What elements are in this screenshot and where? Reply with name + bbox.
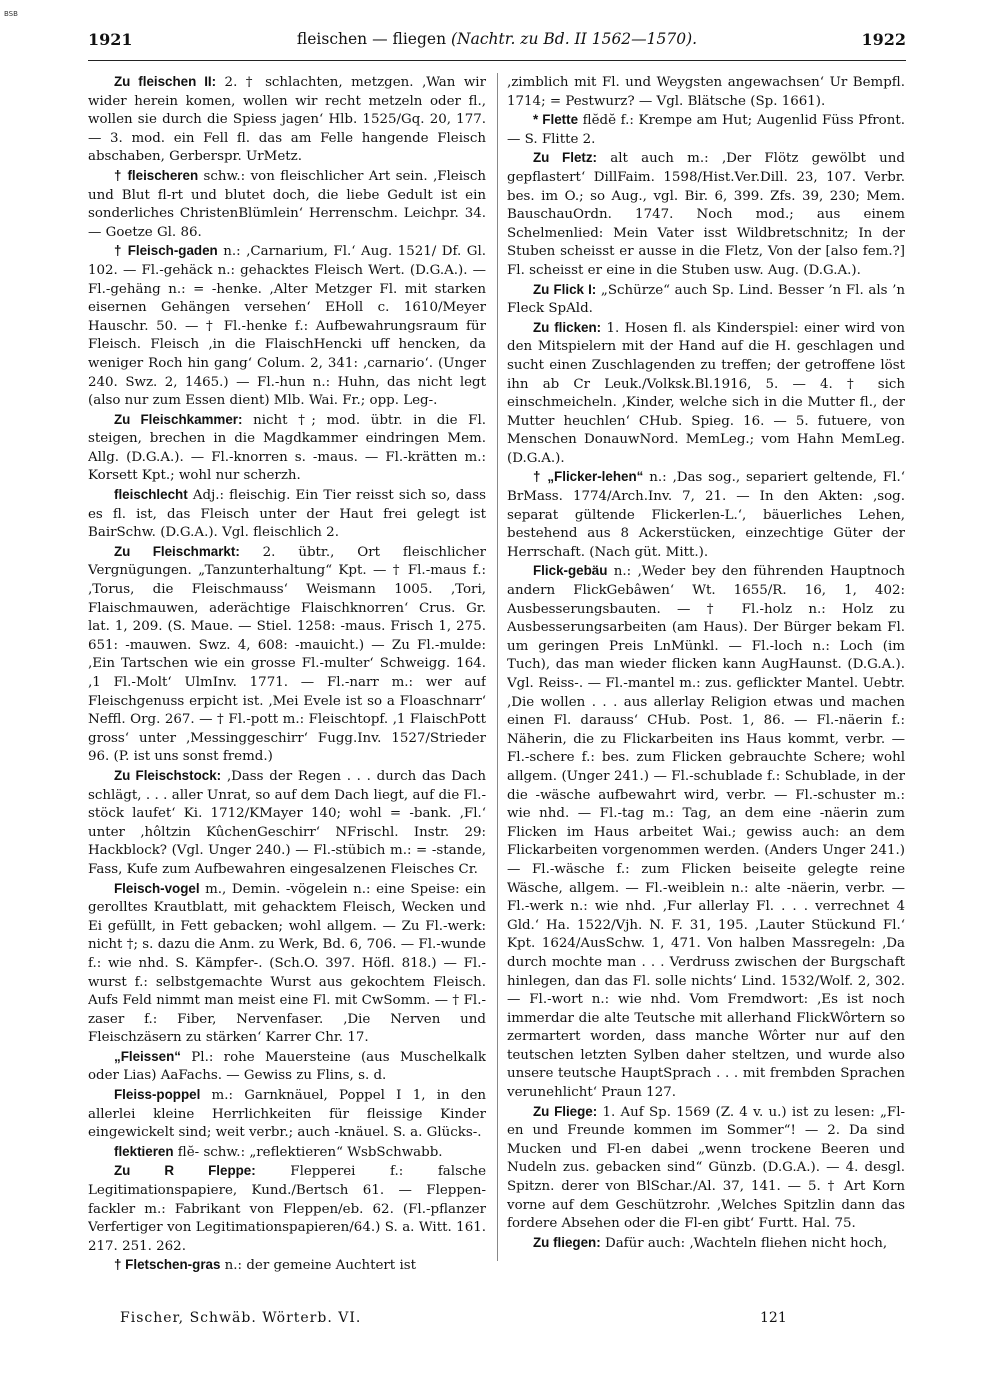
dictionary-entry <box>507 562 905 1102</box>
entry-text: n.: ‚Weder bey den führenden Hauptnoch andern FlickGebâwen‘ Wt. 1655/R. 16, 1, 402: Ausbesserungsbauten. — † Fl.-holz n.: Holz zu Ausbesserungsarbeiten (am Haus). Der Bürger bekam Fl. um geringen Preis LnMünkl. — Fl.-loch n.: Loch (im Tuch), das man wieder flicken kann AugHaunst. (D.G.A.). Vgl. Reiss-. — Fl.-mantel m.: zus. geflickter Mantel. Uebtr. ‚Die wollen . . . aus allerlay Religion etwas und machen einen Fl. darauss‘ CHub. Post. 1, 86. — Fl.-näerin f.: Näherin, die zu Flickarbeiten ins Haus kommt, verbr. — Fl.-schere f.: bes. zum Flicken gebrauchte Schere; wohl allgem. (Unger 241.) — Fl.-schublade f.: Schublade, in der die -wäsche aufbewahrt wird, verbr. — Fl.-schuster m.: wie nhd. — Fl.-tag m.: Tag, an dem eine -näerin zum Flicken im Haus arbeitet Wai.; gewiss auch: an dem Flickarbeiten vorgenommen werden. (Anders Unger 241.) — Fl.-wäsche f.: zum Flicken beiseite gelegte reine Wäsche, allgem. — Fl.-weiblein n.: alte -näerin, verbr. — Fl.-werk n.: wie nhd. ‚Fur allerlay Fl. . . . verrechnet 4 Gld.‘ Ha. 1522/Vjh. N. F. 31, 195. ‚Lauter Stückund Fl.‘ Kpt. 1624/AusSchw. 1, 471. Von halben Massregeln: ‚Da durch mochte man . . . Verdruss zwischen der Burgschaft hinlegen, dan das Fl. solle nichts‘ Lind. 1532/Wolf. 2, 302. — Fl.-wort n.: wie nhd. Vom Fremdwort: ‚Es ist noch immerdar die alte Teutsche mit allerhand FlickWôrtern so zermartert worden, dass manche Wôrter nur auf den teutschen letzten Sylben daher steltzen, und wurde also unsere teutsche HauptSprach . . . mit frembden Sprachen verunehlicht‘ Praun 127. <box>507 564 905 1101</box>
entry-lemma: Zu Fleischkammer: <box>114 411 243 427</box>
dictionary-entry <box>507 1103 905 1234</box>
entry-lemma: Fleisch-vogel <box>114 880 200 896</box>
dictionary-entry <box>507 149 905 280</box>
left-column <box>88 73 486 1273</box>
dictionary-entry <box>88 486 486 543</box>
entry-lemma: fleischlecht <box>114 487 188 503</box>
entry-text: flĕ- schw.: „reflektieren“ WsbSchwabb. <box>173 1144 443 1160</box>
entry-lemma: Zu Fliege: <box>533 1103 598 1119</box>
column-number-left: 1921 <box>88 30 133 49</box>
entry-text: 2. † schlachten, metzgen. ‚Wan wir wider herein komen, wollen wir recht metzeln oder fl., wollen sie durch die Spiess jagen‘ Hlb. 1525/Gq. 20, 177. — 3. mod. ein Fell fl. das am Felle hangende Fleisch abschaben, Gerberspr. UrMetz. <box>88 75 486 165</box>
dictionary-entry <box>88 167 486 242</box>
dictionary-entry <box>88 880 486 1048</box>
entry-lemma: Fleiss-poppel <box>114 1087 201 1103</box>
dictionary-entry <box>507 1234 905 1254</box>
column-number-right: 1922 <box>861 30 906 49</box>
entry-text: Flepperei f.: falsche Legitimationspapiere, Kund./Bertsch 61. — Fleppen-fackler m.: Fabrikant von Fleppen/eb. 62. (Fl.-pflanzer Verfertiger von Legitimationspapieren/64.) S. a. Witt. 161. 217. 251. 262. <box>88 1164 486 1254</box>
entry-lemma: flektieren <box>114 1143 174 1159</box>
entry-text: n.: ‚Das sog., separiert geltende, Fl.‘ BrMass. 1774/Arch.Inv. 7, 21. — In den Akten: ‚sog. separat gültende Flickerlen-L.‘, bäuerliches Lehen, bestehend aus 8 Ackerstücken, einzechtige Güter der Herrschaft. (Nach güt. Mitt.). <box>507 470 905 560</box>
dictionary-entry <box>88 543 486 767</box>
running-title-note: (Nachtr. zu Bd. II 1562—1570). <box>451 30 698 48</box>
footer-sheet-number: 121 <box>760 1310 787 1326</box>
entry-text: Adj.: fleischig. Ein Tier reisst sich so, dass es fl. ist, das Fleisch unter der Haut frei gelegt ist BairSchw. (D.G.A.). Vgl. fleischlich 2. <box>88 488 486 541</box>
entry-text: 1. Auf Sp. 1569 (Z. 4 v. u.) ist zu lesen: „Fl-en und Freunde kommen im Sommer“! — 2. Da sind Mucken und Fl-en dabei „wenn trockene Beeren und Nudeln zus. gebacken sind“ Günzb. (D.G.A.). — 4. desgl. Spitzn. derer von BlSchar./Al. 37, 141. — 5. † Art Korn vorne auf dem Geschützrohr. ‚Welches Spitzlin dann das fordere Absehen oder die Fl-en gibt‘ Furtt. Hal. 75. <box>507 1104 905 1232</box>
entry-text: n.: der gemeine Auchtert ist <box>220 1258 416 1273</box>
entry-lemma: Zu flicken: <box>533 319 602 335</box>
entry-text: 1. Hosen fl. als Kinderspiel: einer wird von den Mitspielern mit der Hand auf die H. geschlagen und sucht einen Zuschlagenden zu treffen; der getroffene löst ihn ab Cr Leuk./Volksk.Bl.1916, 5. — 4. † sich einschmeicheln. ‚Kinder, welche sich in die Mutter fl., der Mutter heuchlen‘ CHub. Spieg. 16. — 5. futuere, von Menschen DonauwNord. MemLeg.; vom Hahn MemLeg. (D.G.A.). <box>507 320 905 466</box>
library-stamp: BSB <box>4 10 18 18</box>
entry-text: m.: Garnknäuel, Poppel I 1, in den allerlei kleine Herrlichkeiten für fleissige Kinder eingewickelt sind; weit verbr.; auch -knäuel. S. a. Glücks-. <box>88 1088 486 1141</box>
entry-text: „Schürze“ auch Sp. Lind. Besser ’n Fl. als ’n Fleck SpAld. <box>507 282 905 317</box>
entry-text: alt auch m.: ‚Der Flötz gewölbt und gepflastert‘ DillFaim. 1598/Hist.Ver.Dill. 23, 107. Verbr. bes. im O.; so Aug., vgl. Bir. 6, 399. Zfs. 39, 230; Mem. BauschauOrdn. 1747. Noch mod.; aus einem Schelmenlied: Mein Vater isst Wildbretschnitz; In der Stuben scheisst er ausse in die Fletz, Von der [also fem.?] Fl. scheisst er eine in die Stuben usw. Aug. (D.G.A.). <box>507 151 905 278</box>
entry-text: flĕdĕ f.: Krempe am Hut; Augenlid Füss Pfront. — S. Flitte 2. <box>507 113 905 147</box>
entry-lemma: † Fletschen-gras <box>114 1257 221 1273</box>
entry-lemma: Zu R Fleppe: <box>114 1163 256 1179</box>
entry-lemma: Zu Fleischmarkt: <box>114 543 240 559</box>
entry-lemma: Zu fliegen: <box>533 1234 601 1250</box>
dictionary-entry <box>88 1143 486 1163</box>
entry-lemma: Zu Fletz: <box>533 150 598 166</box>
entry-lemma: Zu Flick I: <box>533 281 597 297</box>
dictionary-entry <box>507 319 905 469</box>
entry-text: schw.: von fleischlicher Art sein. ‚Fleisch und Blut fl-rt und blutet doch, die liebe Gedult ist ein sonderliches ChristenBlümlein‘ Herrenschm. Leichpr. 34. — Goetze Gl. 86. <box>88 168 486 240</box>
entry-text: m., Demin. -vögelein n.: eine Speise: ein gerolltes Krautblatt, mit gehacktem Fleisch, Wecken und Ei gefüllt, in Fett gebacken; wohl allgem. — Zu Fl.-werk: nicht †; s. dazu die Anm. zu Werk, Bd. 6, 706. — Fl.-wunde f.: wie nhd. S. Kämpfer-. (Sch.O. 397. Höfl. 818.) — Fl.-wurst f.: selbstgemachte Wurst aus gekochtem Fleisch. Aufs Feld nimmt man meist eine Fl. mit CwSomm. — † Fl.-zaser f.: Fiber, Nervenfaser. ‚Die Nerven und Fleischzäsern zu stärken‘ Karrer Chr. 17. <box>88 881 486 1046</box>
dictionary-entry <box>507 281 905 319</box>
entry-lemma: Zu Fleischstock: <box>114 767 222 783</box>
entry-text: nicht †; mod. übtr. in die Fl. steigen, brechen in die Magdkammer eindringen Mem. Allg. (D.G.A.). — Fl.-knorren s. -maus. — Fl.-krätten m.: Korsett Kpt.; wohl nur scherzh. <box>88 412 486 484</box>
dictionary-entry <box>88 1162 486 1256</box>
dictionary-entry <box>88 1048 486 1086</box>
entry-text: n.: ‚Carnarium, Fl.‘ Aug. 1521/ Df. Gl. 102. — Fl.-gehäck n.: gehacktes Fleisch Wert. (D.G.A.). — Fl.-gehäng n.: = -henke. ‚Alter Metzger Fl. mit starken eisernen Gehängen versehen‘ EHoll c. 1610/Meyer Hauschr. 50. — † Fl.-henke f.: Aufbewahrungsraum für Fleisch. Fleisch ‚in die FlaischHencki uff hencken, da weniger Roch hin gang‘ Colum. 2, 341: ‚carnario‘. (Unger 240. Swz. 2, 1465.) — Fl.-hun n.: Huhn, das nicht legt (also nur zum Essen dient) Mlb. Wai. Fr.; opp. Leg-. <box>88 244 486 409</box>
footer-source: Fischer, Schwäb. Wörterb. VI. <box>120 1310 362 1326</box>
entry-lemma: † Fleisch-gaden <box>114 243 218 259</box>
entry-lemma: * Flette <box>533 112 579 128</box>
running-title-main: fleischen — fliegen <box>296 30 447 48</box>
entry-lemma: † „Flicker-lehen“ <box>533 469 644 485</box>
page-footer <box>120 1310 906 1334</box>
entry-text: ‚zimblich mit Fl. und Weygsten angewachsen‘ Ur Bempfl. 1714; = Pestwurz? — Vgl. Blätsche (Sp. 1661). <box>507 75 905 109</box>
entry-text: Dafür auch: ‚Wachteln fliehen nicht hoch, <box>600 1235 888 1251</box>
column-divider <box>497 73 498 1261</box>
dictionary-entry <box>507 73 905 111</box>
dictionary-entry <box>88 242 486 410</box>
running-title <box>88 30 906 48</box>
dictionary-entry <box>88 767 486 880</box>
right-column <box>507 73 905 1273</box>
entry-lemma: † fleischeren <box>114 167 199 183</box>
entry-text: 2. übtr., Ort fleischlicher Vergnügungen. „Tanzunterhaltung“ Kpt. — † Fl.-maus f.: ‚Torus, die Fleischmauss‘ Weismann 1005. ‚Tori, Flaischmauwen, aderächtige Flaischknorren‘ Crus. Gr. lat. 1, 209. (S. Maue. — Stiel. 1258: -maus. Frisch 1, 275. 651: -mauwen. Swz. 4, 608: -mauicht.) — Zu Fl.-mulde: ‚Ein Tartschen wie ein grosse Fl.-multer‘ Schweigg. 164. ‚1 Fl.-Molt‘ UlmInv. 1771. — Fl.-narr m.: wer auf Fleischgenuss erpicht ist. ‚Mei Evele ist so a Floaschnarr‘ Neffl. Org. 267. — † Fl.-pott m.: Fleischtopf. ‚1 FlaischPott gross‘ unter ‚Messinggeschirr‘ Fugg.Inv. 1527/Strieder 96. (P. ist uns sonst fremd.) <box>88 544 486 765</box>
dictionary-entry <box>88 1086 486 1143</box>
dictionary-entry <box>507 111 905 149</box>
dictionary-entry <box>88 1256 486 1273</box>
entry-lemma: „Fleissen“ <box>114 1048 181 1064</box>
page-header <box>88 30 906 54</box>
dictionary-entry <box>88 73 486 167</box>
entry-text: ‚Dass der Regen . . . durch das Dach schlägt, . . . aller Unrat, so auf dem Dach liegt, auf die Fl.-stöck laufet‘ Ki. 1712/KMayer 140; wohl = -bank. ‚Fl.‘ unter ‚hôltzin KûchenGeschirr‘ NFrischl. Instr. 29: Hackblock? (Vgl. Unger 240.) — Fl.-stübich m.: = -stande, Fass, Kufe zum Aufbewahren eingesalzenen Fleisches Cr. <box>88 768 486 877</box>
dictionary-entry <box>507 468 905 562</box>
entry-lemma: Zu fleischen II: <box>114 74 217 89</box>
entry-text: Pl.: rohe Mauersteine (aus Muschelkalk oder Lias) AaFachs. — Gewiss zu Flins, s. d. <box>88 1049 486 1084</box>
header-rule <box>88 60 906 61</box>
dictionary-entry <box>88 411 486 486</box>
entry-lemma: Flick-gebäu <box>533 563 608 579</box>
